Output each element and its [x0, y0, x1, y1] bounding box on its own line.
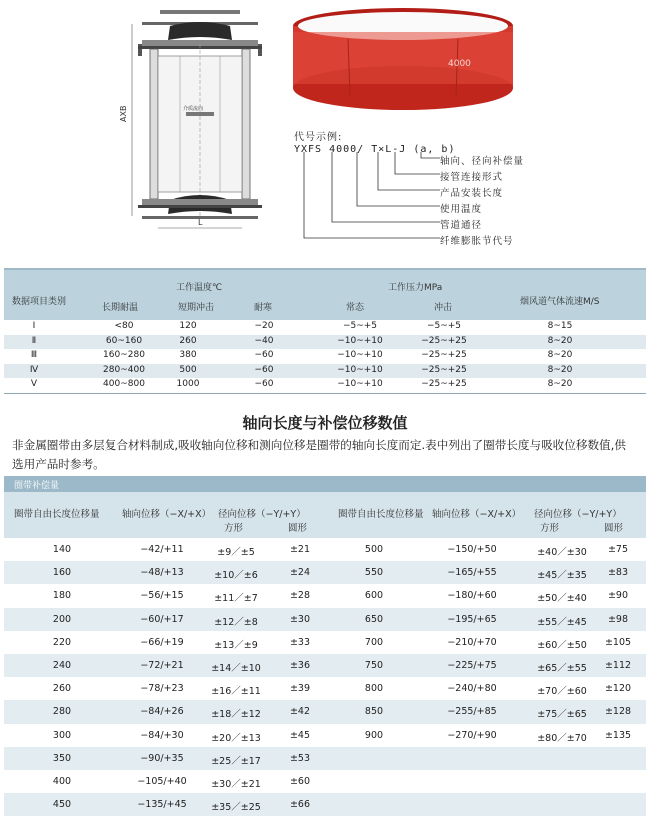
medium-flow-label: 介质流向	[183, 106, 204, 112]
table2-cell-left: ±30／±21	[211, 778, 261, 790]
table2-cell-left: 450	[52, 799, 72, 811]
table1-cell: Ⅱ	[31, 335, 37, 346]
t1-col-temp-group: 工作温度℃	[176, 283, 223, 293]
table2-cell-left: −60/+17	[140, 613, 184, 625]
table2-cell-left: ±42	[289, 706, 311, 718]
code-item-temperature: 使用温度	[440, 204, 483, 215]
table1-cell: 1000	[176, 379, 200, 390]
t1-col-short-term: 短期冲击	[178, 303, 215, 313]
table2-cell-left: ±30	[289, 613, 311, 625]
table1-cell: 160~280	[103, 350, 145, 361]
table1-cell: 8~20	[547, 364, 573, 375]
table2-cell-left: ±21	[289, 544, 311, 555]
t2-col-square-right: 方形	[540, 523, 560, 534]
table2-cell-left: ±24	[289, 567, 311, 579]
code-item-length: 产品安装长度	[440, 188, 504, 199]
table2-cell-left: ±20／±13	[211, 732, 261, 744]
t2-col-round-right: 圆形	[604, 523, 624, 534]
table2-cell-right: 550	[364, 567, 384, 579]
t1-col-impact: 冲击	[434, 303, 453, 313]
table1-cell: −40	[254, 335, 274, 346]
table2-cell-left: −56/+15	[140, 590, 184, 602]
table1-cell: −10~+10	[337, 379, 383, 390]
table1-cell: −10~+10	[337, 350, 383, 361]
table2-cell-left: −105/+40	[137, 775, 187, 787]
table1-row	[4, 364, 646, 379]
table1-cell: −25~+25	[421, 379, 467, 390]
table2-cell-left: 300	[52, 729, 72, 741]
table2-row	[4, 747, 646, 770]
table1-cell: 380	[179, 350, 197, 361]
table2-cell-left: −78/+23	[140, 683, 184, 695]
dim-height-label: AXB	[119, 105, 128, 122]
table1-row	[4, 320, 646, 335]
table2-cell-right: ±50／±40	[537, 593, 587, 605]
table1-cell: −10~+10	[337, 335, 383, 346]
t1-col-flow: 烟风道气体流速M/S	[520, 297, 600, 307]
table2-cell-left: ±60	[289, 775, 311, 787]
table2-cell-right: ±60／±50	[537, 639, 587, 651]
table2-row	[4, 724, 646, 747]
table2-row	[4, 608, 646, 631]
code-item-type-code: 纤维膨胀节代号	[440, 236, 514, 247]
table2-cell-left: 220	[52, 636, 72, 648]
table2-cell-left: ±53	[289, 752, 311, 764]
table2-cell-right: −150/+50	[447, 544, 497, 555]
table2-cell-left: ±28	[289, 590, 311, 602]
table2-cell-right: −240/+80	[447, 683, 497, 695]
table2-cell-left: 140	[52, 544, 72, 555]
t2-col-length-left: 圈带自由长度位移量	[14, 509, 100, 520]
table2-row	[4, 654, 646, 677]
table1-cell: 8~20	[547, 379, 573, 390]
table2-cell-right: 850	[364, 706, 384, 718]
table1-cell: −60	[254, 350, 274, 361]
product-photo	[288, 4, 518, 114]
section-title: 轴向长度与补偿位移数值	[242, 414, 408, 432]
table2-cell-left: ±13／±9	[214, 639, 258, 651]
table2-cell-right: −180/+60	[447, 590, 497, 602]
t2-col-axial-right: 轴向位移（−X/+X）	[432, 509, 522, 520]
table1-cell: −25~+25	[421, 335, 467, 346]
table1-cell: Ⅲ	[30, 350, 38, 361]
t1-col-category: 数据项目类别	[12, 297, 67, 307]
table2-row	[4, 700, 646, 723]
t2-col-round-left: 圆形	[288, 523, 308, 534]
table1-row	[4, 378, 646, 394]
table1-cell: −5~+5	[342, 321, 378, 331]
table2-cell-left: 280	[52, 706, 72, 718]
table1-cell: 60~160	[105, 335, 143, 346]
table2-cell-right: −255/+85	[447, 706, 497, 718]
table2-cell-left: −66/+19	[140, 636, 184, 648]
table2-row	[4, 770, 646, 793]
table1-cell: 500	[179, 364, 197, 375]
table2-cell-left: ±45	[289, 729, 311, 741]
table2-row	[4, 631, 646, 654]
table2-cell-left: ±25／±17	[211, 755, 261, 767]
table1-cell: −25~+25	[421, 364, 467, 375]
table2-cell-right: 650	[364, 613, 384, 625]
table1-cell: Ⅰ	[32, 321, 36, 331]
table2-cell-right: ±112	[604, 659, 632, 671]
table1-cell: 8~15	[547, 321, 573, 331]
table1-cell: Ⅴ	[30, 379, 38, 390]
table2-cell-left: 180	[52, 590, 72, 602]
table2-cell-left: ±16／±11	[211, 686, 261, 698]
table1-cell: <80	[114, 321, 134, 331]
table1-cell: 8~20	[547, 335, 573, 346]
table1-cell: 260	[179, 335, 197, 346]
table2-cell-left: ±10／±6	[214, 570, 258, 582]
table1-cell: 8~20	[547, 350, 573, 361]
code-item-connection: 接管连接形式	[440, 172, 504, 183]
temperature-pressure-table	[4, 268, 646, 394]
table1-cell: −10~+10	[337, 364, 383, 375]
table1-row	[4, 335, 646, 350]
table2-cell-left: 240	[52, 659, 72, 671]
t1-col-long-term: 长期耐温	[102, 303, 139, 313]
table2-cell-left: ±14／±10	[211, 662, 261, 674]
table1-cell: −60	[254, 364, 274, 375]
expansion-joint-drawing	[120, 4, 280, 236]
table1-cell: Ⅳ	[29, 364, 39, 375]
table2-row	[4, 561, 646, 584]
table2-cell-right: −225/+75	[447, 659, 497, 671]
dim-length-label: L	[198, 218, 203, 227]
table2-cell-left: ±66	[289, 799, 311, 811]
t2-col-axial-left: 轴向位移（−X/+X）	[122, 509, 212, 520]
t1-col-normal: 常态	[346, 303, 365, 313]
table2-cell-right: ±75／±65	[537, 709, 587, 721]
table2-cell-left: −42/+11	[140, 544, 184, 555]
table2-cell-left: −135/+45	[137, 799, 187, 811]
code-item-diameter: 管道通径	[440, 220, 483, 231]
table2-cell-left: −84/+26	[140, 706, 184, 718]
table1-row	[4, 349, 646, 364]
table2-cell-left: 200	[52, 613, 72, 625]
table2-cell-right: −195/+65	[447, 613, 497, 625]
table1-cell: 280~400	[103, 364, 145, 375]
table2-cell-left: ±11／±7	[214, 593, 258, 605]
table2-cell-left: 260	[52, 683, 72, 695]
table2-cell-right: −270/+90	[447, 729, 497, 741]
table2-cell-right: 750	[364, 659, 384, 671]
table2-cell-right: ±65／±55	[537, 662, 587, 674]
table2-title: 圈带补偿量	[14, 481, 60, 491]
table2-cell-left: 400	[52, 775, 72, 787]
table2-title-bar	[4, 476, 646, 492]
compensation-table	[4, 476, 646, 816]
code-leader-lines	[294, 150, 444, 245]
table2-cell-right: −165/+55	[447, 567, 497, 579]
table2-cell-right: ±128	[604, 706, 632, 718]
t2-col-radial-left: 径向位移（−Y/+Y）	[218, 509, 306, 520]
table1-cell: −20	[254, 321, 274, 331]
table2-header	[4, 492, 646, 538]
table2-cell-right: ±80／±70	[537, 732, 587, 744]
table2-cell-right: ±45／±35	[537, 570, 587, 582]
table2-cell-right: ±55／±45	[537, 616, 587, 628]
section-description: 非金属圈带由多层复合材料制成,吸收轴向位移和测向位移是圈带的轴向长度而定.表中列出了圈带长度与吸收位移数值,供选用产品时参考。	[12, 438, 626, 471]
table2-cell-right: −210/+70	[447, 636, 497, 648]
table2-cell-left: ±12／±8	[214, 616, 258, 628]
table1-cell: 400~800	[103, 379, 145, 390]
table2-cell-right: ±98	[607, 613, 629, 625]
table2-cell-left: −72/+21	[140, 659, 184, 671]
table2-cell-left: ±39	[289, 683, 311, 695]
table2-cell-left: ±9／±5	[217, 547, 255, 558]
table2-cell-right: ±75	[607, 544, 629, 555]
table2-cell-right: ±83	[607, 567, 629, 579]
table1-body	[4, 320, 646, 394]
table2-cell-left: −48/+13	[140, 567, 184, 579]
table2-cell-right: 800	[364, 683, 384, 695]
table2-cell-left: ±33	[289, 636, 311, 648]
table2-cell-left: 160	[52, 567, 72, 579]
photo-size-label: 4000	[448, 59, 471, 69]
table2-cell-right: 500	[364, 544, 384, 555]
table2-cell-right: ±40／±30	[537, 547, 587, 558]
t1-col-cold: 耐寒	[254, 303, 273, 313]
table1-cell: −25~+25	[421, 350, 467, 361]
table2-row	[4, 793, 646, 816]
table2-cell-left: 350	[52, 752, 72, 764]
table2-cell-right: 700	[364, 636, 384, 648]
t1-col-pressure-group: 工作压力MPa	[388, 283, 443, 293]
table2-cell-left: ±36	[289, 659, 311, 671]
table2-cell-right: 600	[364, 590, 384, 602]
table2-cell-right: ±120	[604, 683, 632, 695]
table2-cell-left: ±18／±12	[211, 709, 261, 721]
table2-cell-right: ±105	[604, 636, 632, 648]
table2-row	[4, 677, 646, 700]
table1-header	[4, 268, 646, 320]
code-example-title: 代号示例:	[294, 132, 343, 143]
t2-col-square-left: 方形	[224, 523, 244, 534]
table2-row	[4, 538, 646, 561]
table2-cell-right: ±135	[604, 729, 632, 741]
table2-cell-left: ±35／±25	[211, 802, 261, 814]
table2-cell-right: ±70／±60	[537, 686, 587, 698]
code-example-code: YXFS 4000/ T×L-J (a, b)	[294, 144, 456, 155]
table1-cell: −5~+5	[426, 321, 462, 331]
table2-row	[4, 584, 646, 607]
t2-col-length-right: 圈带自由长度位移量	[338, 509, 424, 520]
t2-col-radial-right: 径向位移（−Y/+Y）	[534, 509, 622, 520]
table2-body	[4, 538, 646, 816]
code-item-compensation: 轴向、径向补偿量	[440, 156, 525, 167]
table2-cell-right: ±90	[607, 590, 629, 602]
table2-cell-left: −90/+35	[140, 752, 184, 764]
table2-cell-left: −84/+30	[140, 729, 184, 741]
table2-cell-right: 900	[364, 729, 384, 741]
table1-cell: 120	[179, 321, 197, 331]
table1-cell: −60	[254, 379, 274, 390]
